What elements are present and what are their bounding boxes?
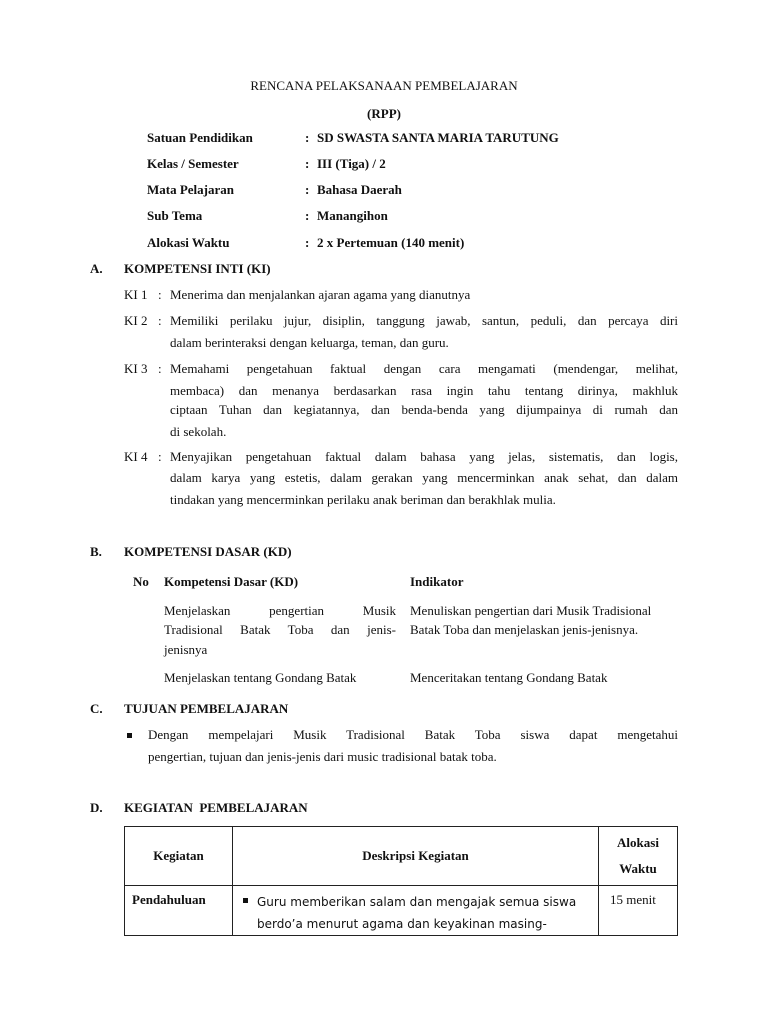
kegiatan-header-text: Kegiatan bbox=[153, 848, 204, 863]
alokasi-header-cell bbox=[599, 827, 678, 886]
deskripsi-header-text: Deskripsi Kegiatan bbox=[362, 848, 469, 863]
indikator-cell-line: Menceritakan tentang Gondang Batak bbox=[410, 670, 608, 685]
title-text: RENCANA PELAKSANAAN PEMBELAJARAN bbox=[250, 78, 518, 93]
ki-text-line: Menyajikan pengetahuan faktual dalam bahasa yang jelas, sistematis, dan logis, bbox=[170, 449, 678, 464]
deskripsi-header-cell bbox=[233, 827, 599, 886]
kd-header-kd: Kompetensi Dasar (KD) bbox=[164, 574, 299, 589]
square-bullet-icon bbox=[243, 898, 248, 903]
identity-value: III (Tiga) / 2 bbox=[317, 156, 386, 171]
ki-text-line: dalam berinteraksi dengan keluarga, teman, dan guru. bbox=[170, 335, 449, 350]
subtitle-text: (RPP) bbox=[367, 106, 401, 121]
kegiatan-cell bbox=[125, 886, 233, 936]
ki-colon: : bbox=[158, 361, 162, 376]
ki-text-line: Menerima dan menjalankan ajaran agama yang dianutnya bbox=[170, 287, 471, 302]
deskripsi-line: Guru memberikan salam dan mengajak semua siswa bbox=[257, 895, 577, 909]
ki-colon: : bbox=[158, 449, 162, 464]
waktu-header-text: Waktu bbox=[619, 861, 657, 876]
identity-label: Kelas / Semester bbox=[147, 156, 239, 171]
kegiatan-name: Pendahuluan bbox=[132, 892, 206, 907]
kegiatan-table-row bbox=[125, 886, 678, 936]
kd-cell-line: Menjelaskan pengertian Musik bbox=[164, 603, 396, 618]
deskripsi-cell bbox=[233, 886, 599, 936]
section-a-letter: A. bbox=[90, 261, 103, 276]
ki-text-line: Memiliki perilaku jujur, disiplin, tanggung jawab, santun, peduli, dan percaya diri bbox=[170, 313, 678, 328]
section-c-title: TUJUAN PEMBELAJARAN bbox=[124, 701, 289, 716]
identity-label: Sub Tema bbox=[147, 208, 203, 223]
section-a-title: KOMPETENSI INTI (KI) bbox=[124, 261, 271, 276]
indikator-cell-line: Batak Toba dan menjelaskan jenis-jenisnya. bbox=[410, 622, 639, 637]
section-b-title: KOMPETENSI DASAR (KD) bbox=[124, 544, 292, 559]
section-d-letter: D. bbox=[90, 800, 103, 815]
section-c-letter: C. bbox=[90, 701, 103, 716]
ki-text-line: di sekolah. bbox=[170, 424, 227, 439]
identity-colon: : bbox=[305, 130, 310, 145]
section-d-title: KEGIATAN PEMBELAJARAN bbox=[124, 800, 308, 815]
ki-text-line: membaca) dan menanya berdasarkan rasa ingin tahu tentang dirinya, makhluk bbox=[170, 383, 678, 398]
ki-text-line: ciptaan Tuhan dan kegiatannya, dan benda-benda yang dijumpainya di rumah dan bbox=[170, 402, 678, 417]
document-title bbox=[0, 78, 768, 94]
waktu-cell bbox=[599, 886, 678, 936]
deskripsi-lines bbox=[233, 886, 598, 935]
tujuan-text-line: Dengan mempelajari Musik Tradisional Batak Toba siswa dapat mengetahui bbox=[148, 727, 678, 742]
ki-text-line: dalam karya yang estetis, dalam gerakan yang mencerminkan anak sehat, dan dalam bbox=[170, 470, 678, 485]
ki-code: KI 4 bbox=[124, 449, 148, 464]
identity-value: Bahasa Daerah bbox=[317, 182, 402, 197]
identity-colon: : bbox=[305, 156, 310, 171]
document-subtitle bbox=[0, 106, 768, 122]
section-b-letter: B. bbox=[90, 544, 102, 559]
kd-cell-line: jenisnya bbox=[164, 642, 208, 657]
kegiatan-header-cell bbox=[125, 827, 233, 886]
ki-colon: : bbox=[158, 313, 162, 328]
ki-code: KI 1 bbox=[124, 287, 148, 302]
tujuan-text-line: pengertian, tujuan dan jenis-jenis dari music tradisional batak toba. bbox=[148, 749, 497, 764]
identity-value: Manangihon bbox=[317, 208, 388, 223]
square-bullet-icon bbox=[127, 733, 132, 738]
ki-colon: : bbox=[158, 287, 162, 302]
kd-header-indikator: Indikator bbox=[410, 574, 464, 589]
identity-colon: : bbox=[305, 235, 310, 250]
kd-header-no: No bbox=[133, 574, 149, 589]
ki-text-line: Memahami pengetahuan faktual dengan cara mengamati (mendengar, melihat, bbox=[170, 361, 678, 376]
kegiatan-table-header-row bbox=[125, 827, 678, 886]
identity-label: Mata Pelajaran bbox=[147, 182, 235, 197]
alokasi-header-text: Alokasi bbox=[617, 835, 659, 850]
ki-text-line: tindakan yang mencerminkan perilaku anak beriman dan berakhlak mulia. bbox=[170, 492, 556, 507]
indikator-cell-line: Menuliskan pengertian dari Musik Tradisional bbox=[410, 603, 652, 618]
kd-cell-line: Menjelaskan tentang Gondang Batak bbox=[164, 670, 357, 685]
ki-code: KI 3 bbox=[124, 361, 148, 376]
identity-colon: : bbox=[305, 182, 310, 197]
identity-label: Satuan Pendidikan bbox=[147, 130, 253, 145]
deskripsi-line: berdo’a menurut agama dan keyakinan masing- bbox=[257, 917, 547, 931]
identity-value: SD SWASTA SANTA MARIA TARUTUNG bbox=[317, 130, 559, 145]
kegiatan-table bbox=[124, 826, 678, 936]
ki-code: KI 2 bbox=[124, 313, 148, 328]
identity-label: Alokasi Waktu bbox=[147, 235, 230, 250]
identity-colon: : bbox=[305, 208, 310, 223]
kd-cell-line: Tradisional Batak Toba dan jenis- bbox=[164, 622, 396, 637]
identity-value: 2 x Pertemuan (140 menit) bbox=[317, 235, 465, 250]
waktu-value: 15 menit bbox=[610, 892, 656, 907]
